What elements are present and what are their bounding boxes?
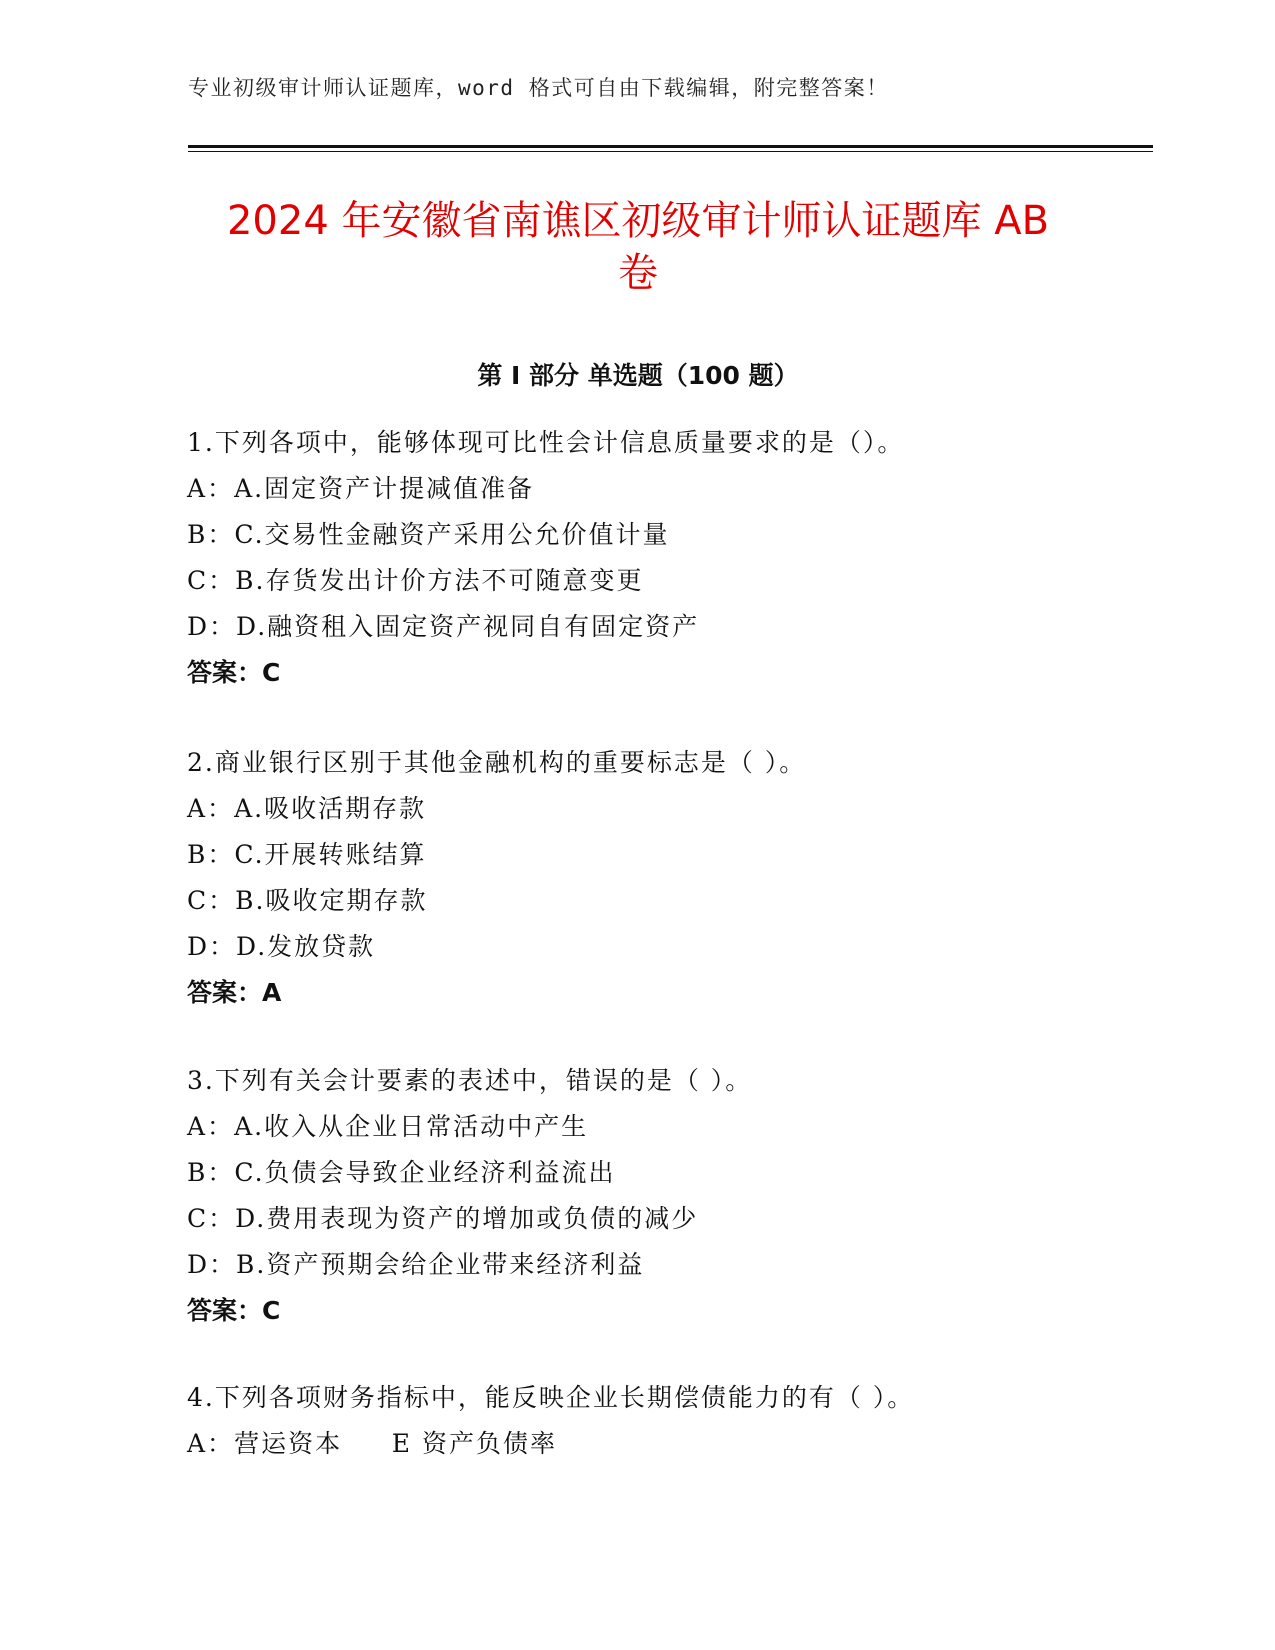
question-stem: 3.下列有关会计要素的表述中，错误的是（ ）。	[187, 1066, 753, 1095]
option-label: C：	[187, 886, 236, 915]
option-text: C.交易性金融资产采用公允价值计量	[234, 520, 670, 549]
document-title-line-1: 2024 年安徽省南谯区初级审计师认证题库 AB	[226, 198, 1050, 244]
question-3	[187, 1058, 1187, 1334]
answer-line	[187, 1288, 1187, 1334]
option-b	[187, 1150, 1187, 1196]
option-text: A.吸收活期存款	[234, 794, 427, 823]
option-label: A：	[187, 474, 235, 503]
option-c	[187, 1196, 1187, 1242]
question-2	[187, 740, 1187, 1016]
option-text: C.开展转账结算	[234, 840, 427, 869]
option-text: D.融资租入固定资产视同自有固定资产	[236, 612, 700, 641]
header-note: 专业初级审计师认证题库，word 格式可自由下载编辑，附完整答案！	[188, 76, 889, 100]
option-d	[187, 604, 1187, 650]
option-label: C：	[187, 566, 236, 595]
section-title: 第 I 部分 单选题（100 题）	[477, 361, 799, 390]
option-c	[187, 878, 1187, 924]
option-label: D：	[187, 932, 237, 961]
question-stem: 2.商业银行区别于其他金融机构的重要标志是（ ）。	[187, 748, 807, 777]
option-c	[187, 558, 1187, 604]
option-label: D：	[187, 612, 237, 641]
option-text: D.费用表现为资产的增加或负债的减少	[235, 1204, 699, 1233]
header-divider-thin	[188, 151, 1153, 152]
document-title-line-2: 卷	[618, 250, 658, 296]
option-label: B：	[187, 1158, 235, 1187]
option-label: B：	[187, 520, 235, 549]
option-text: D.发放贷款	[236, 932, 376, 961]
option-label: B：	[187, 840, 235, 869]
answer-value: C	[262, 1296, 281, 1325]
answer-value: C	[262, 658, 281, 687]
answer-line	[187, 650, 1187, 696]
option-text: A.收入从企业日常活动中产生	[234, 1112, 589, 1141]
option-b	[187, 832, 1187, 878]
option-text: 营运资本 E 资产负债率	[234, 1429, 557, 1458]
question-1	[187, 420, 1187, 696]
answer-line	[187, 970, 1187, 1016]
option-b	[187, 512, 1187, 558]
option-label: C：	[187, 1204, 236, 1233]
option-text: B.存货发出计价方法不可随意变更	[235, 566, 644, 595]
option-label: A：	[187, 1112, 235, 1141]
answer-prefix: 答案：	[187, 978, 263, 1007]
option-d	[187, 924, 1187, 970]
option-label: A：	[187, 1429, 235, 1458]
option-text: A.固定资产计提减值准备	[234, 474, 535, 503]
answer-prefix: 答案：	[187, 1296, 263, 1325]
question-4	[187, 1375, 1187, 1467]
document-title	[188, 195, 1088, 299]
option-a	[187, 786, 1187, 832]
option-a	[187, 1104, 1187, 1150]
option-text: C.负债会导致企业经济利益流出	[234, 1158, 616, 1187]
answer-prefix: 答案：	[187, 658, 263, 687]
question-stem: 4.下列各项财务指标中，能反映企业长期偿债能力的有（ ）。	[187, 1383, 915, 1412]
option-text: B.吸收定期存款	[235, 886, 428, 915]
option-text: B.资产预期会给企业带来经济利益	[236, 1250, 645, 1279]
option-a	[187, 466, 1187, 512]
option-label: D：	[187, 1250, 237, 1279]
option-label: A：	[187, 794, 235, 823]
option-d	[187, 1242, 1187, 1288]
header-divider-thick	[188, 145, 1153, 148]
answer-value: A	[262, 978, 282, 1007]
option-a	[187, 1421, 1187, 1467]
question-stem: 1.下列各项中，能够体现可比性会计信息质量要求的是（）。	[187, 428, 905, 457]
